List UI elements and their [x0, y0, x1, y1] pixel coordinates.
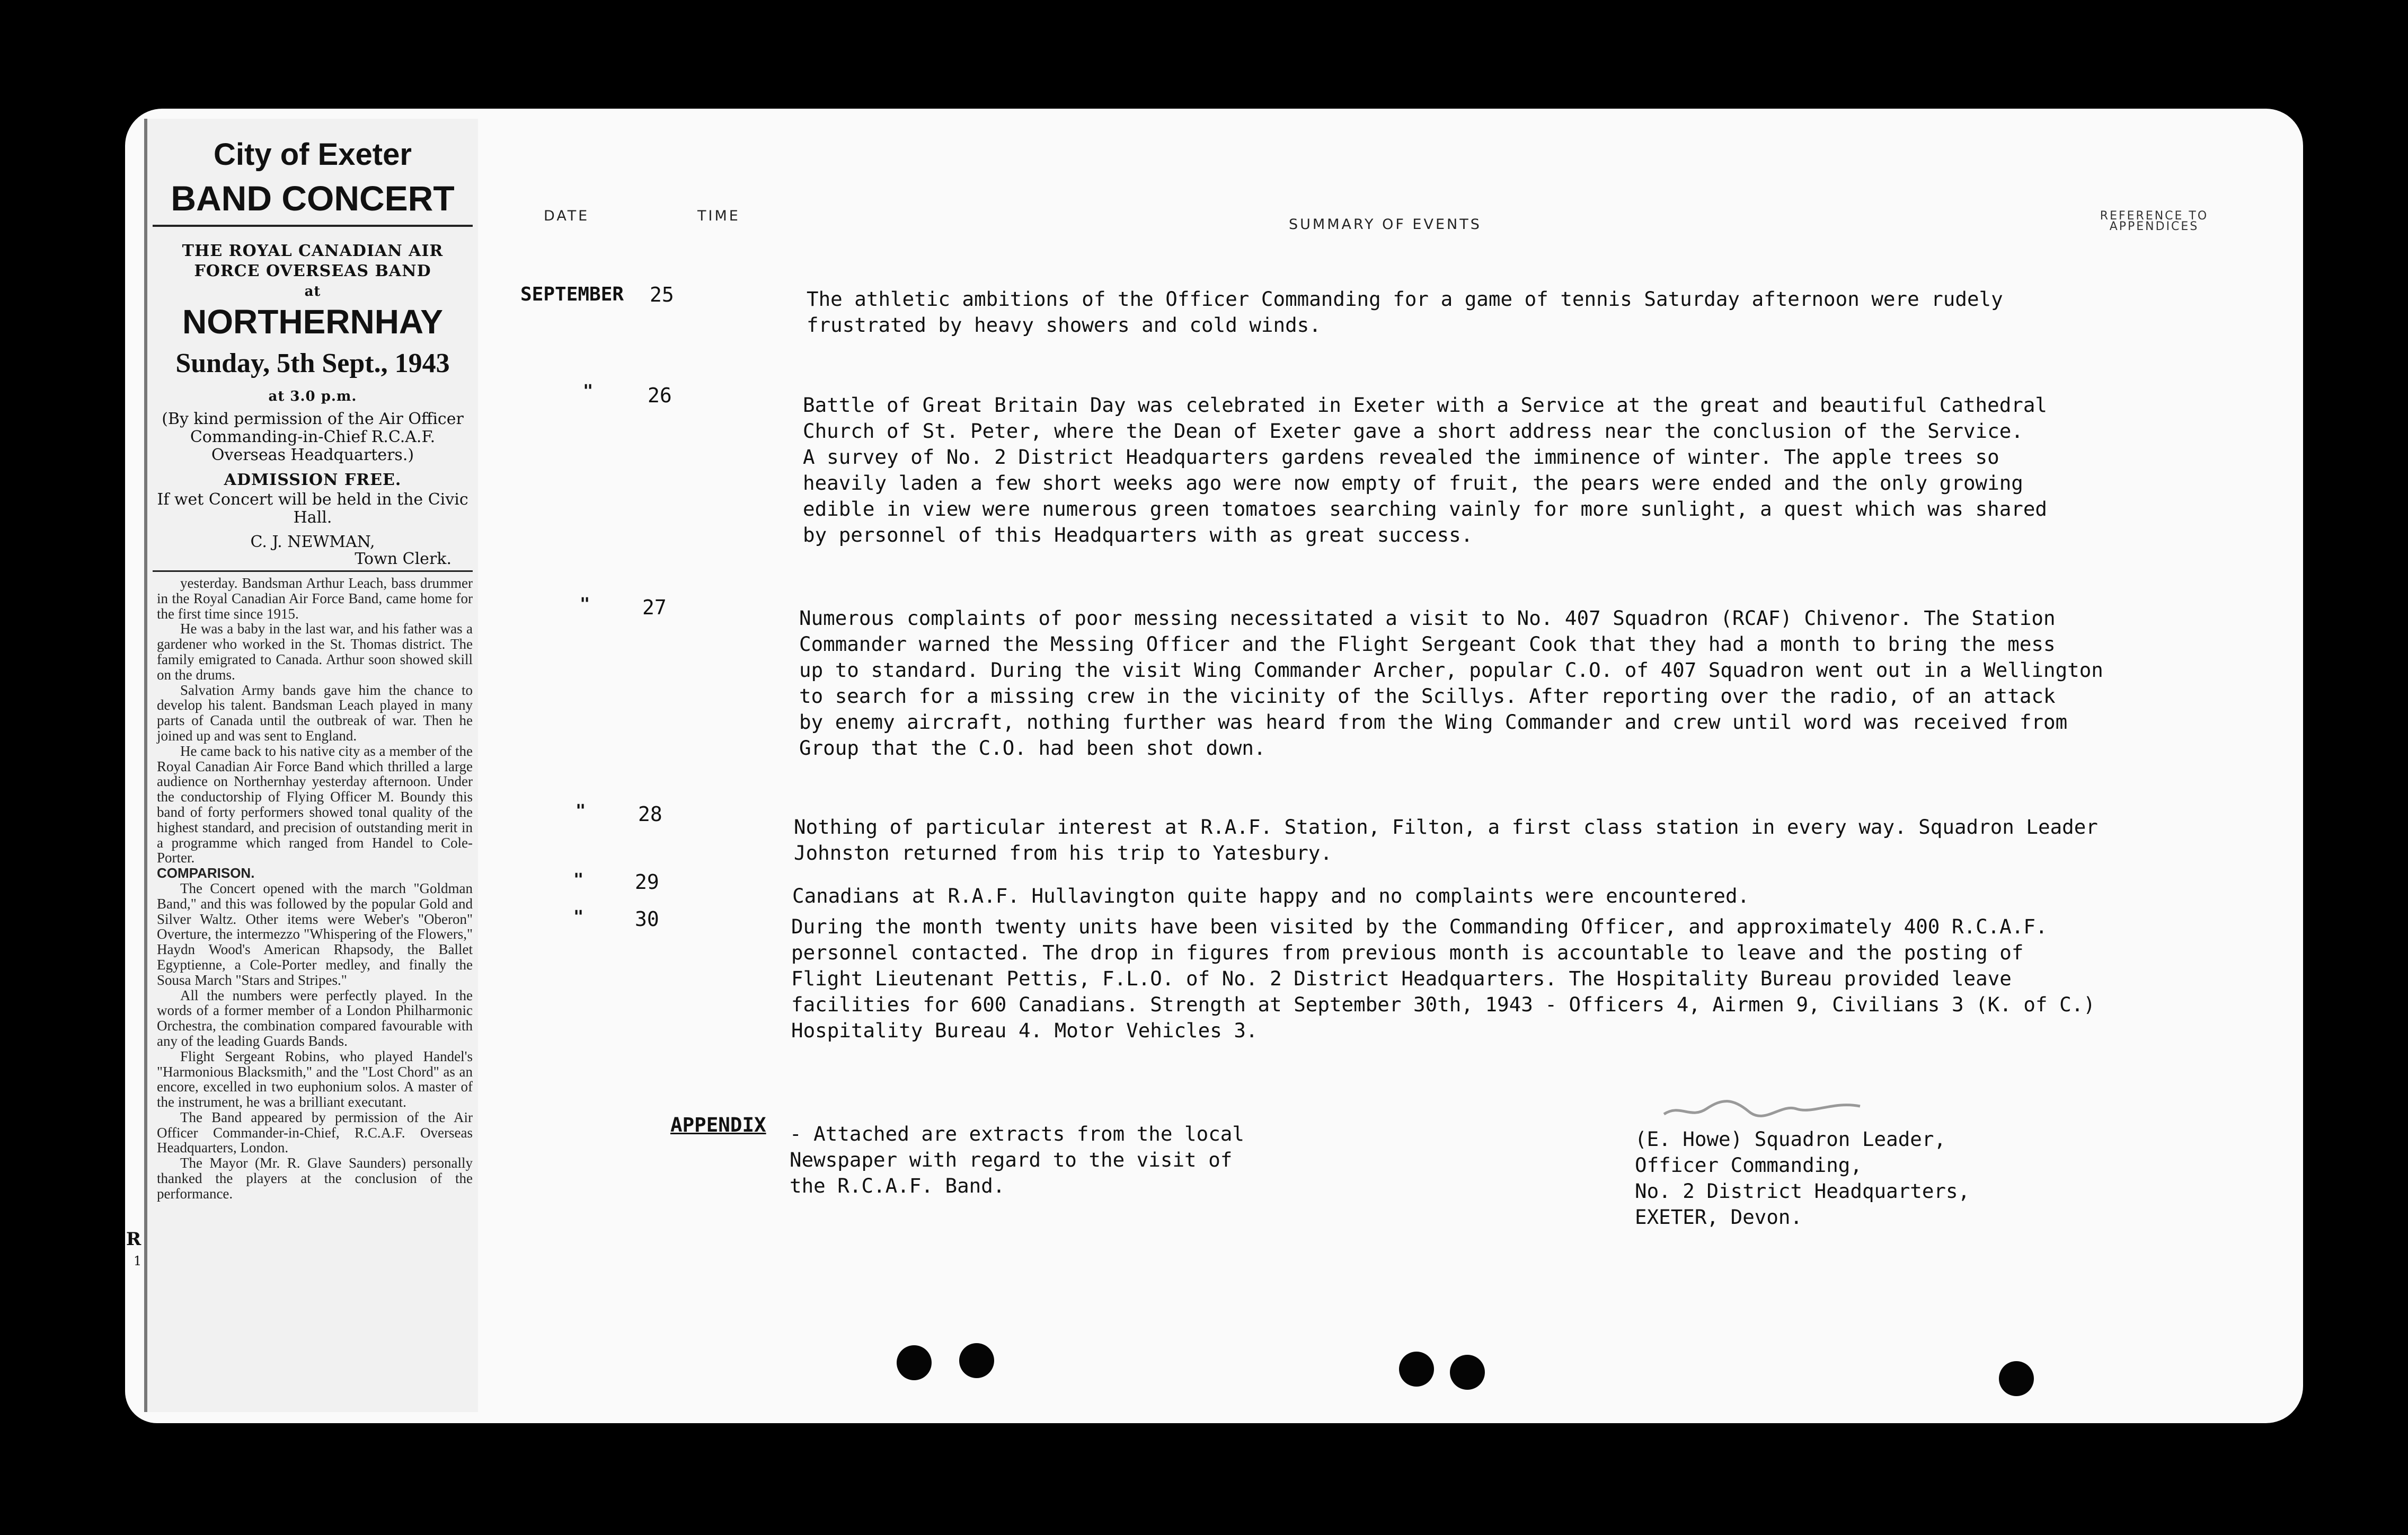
clipping-admission: ADMISSION FREE. — [224, 471, 402, 489]
clipping-band-line2: FORCE OVERSEAS BAND — [194, 262, 431, 280]
clipping-date: Sunday, 5th Sept., 1943 — [175, 348, 450, 378]
punch-hole — [1999, 1361, 2034, 1396]
ditto-mark: " — [580, 594, 590, 614]
clipping-venue: NORTHERNHAY — [182, 303, 443, 341]
clipping-article — [157, 576, 473, 1202]
header-time: TIME — [697, 208, 740, 224]
article-paragraph: He came back to his native city as a member of the Royal Canadian Air Force Band which thrilled a large audience on Northernhay yesterday afternoon. Under the conductorship of Flying Officer M. Boundy this band of forty performers showed tonal quality of the highest standard, and precision of outstanding merit in a programme which ranged from Handel to Cole-Porter. — [157, 743, 473, 866]
clipping-divider — [153, 225, 473, 227]
clipping-title-city: City of Exeter — [214, 137, 412, 172]
entry-28: Nothing of particular interest at R.A.F. Station, Filton, a first class station in every way. Squadron Leader Johnston returned from his trip to Yatesbury. — [794, 815, 2098, 864]
clipping-permission: (By kind permission of the Air Officer Commanding-in-Chief R.C.A.F. Overseas Headquarters.) — [162, 410, 464, 464]
clipping-divider-2 — [153, 570, 473, 572]
day-30: 30 — [635, 907, 659, 931]
article-paragraph: Salvation Army bands gave him the chance to develop his talent. Bandsman Leach played in many parts of Canada until the outbreak of war. Then he joined up and was sent to England. — [157, 682, 473, 744]
day-27: 27 — [642, 596, 667, 619]
ditto-mark: " — [576, 800, 586, 821]
newspaper-clipping — [144, 119, 478, 1412]
day-25: 25 — [650, 283, 674, 306]
appendix-label: APPENDIX — [670, 1113, 766, 1136]
article-paragraph: All the numbers were perfectly played. In the words of a former member of a London Philharmonic Orchestra, the combination compared favourable with any of the leading Guards Bands. — [157, 987, 473, 1049]
article-paragraph: The Band appeared by permission of the Air Officer Commander-in-Chief, R.C.A.F. Overseas Headquarters, London. — [157, 1109, 473, 1156]
article-subheading: COMPARISON. — [157, 865, 255, 881]
day-28: 28 — [638, 802, 662, 826]
article-paragraph: Flight Sergeant Robins, who played Handel's "Harmonious Blacksmith," and the "Lost Chord" as an encore, excelled in two euphonium solos. A master of the instrument, he was a brilliant executant. — [157, 1048, 473, 1110]
ditto-mark: " — [573, 869, 584, 889]
punch-hole — [959, 1343, 994, 1378]
entry-27: Numerous complaints of poor messing necessitated a visit to No. 407 Squadron (RCAF) Chivenor. The Station Commander warned the Messing Officer and the Flight Sergeant Cook that they had a month to bring the mess up to standard. During the visit Wing Commander Archer, popular C.O. of 407 Squadron went out in a Wellington to search for a missing crew in the vicinity of the Scillys. After reporting over the radio, of an attack by enemy aircraft, nothing further was heard from the Wing Commander and crew until word was received from Group that the C.O. had been shot down. — [799, 606, 2103, 760]
entry-30: During the month twenty units have been visited by the Commanding Officer, and approximately 400 R.C.A.F. personnel contacted. The drop in figures from previous month is accountable to leave and the posting of Flight Lieutenant Pettis, F.L.O. of No. 2 District Headquarters. The Hospitality Bureau provided leave facilities for 600 Canadians. Strength at September 30th, 1943 - Officers 4, Airmen 9, Civilians 3 (K. of C.) Hospitality Bureau 4. Motor Vehicles 3. — [791, 915, 2095, 1042]
clipping-signatory-title: Town Clerk. — [355, 550, 452, 568]
article-paragraph: The Concert opened with the march "Goldman Band," and this was followed by the popular Gold and Silver Waltz. Other items were Weber's "Oberon" Overture, the intermezzo "Whispering of the Flowers," Haydn Wood's American Rhapsody, the Ballet Egyptienne, a Cole-Porter medley, and finally the Sousa March "Stars and Stripes." — [157, 880, 473, 988]
day-29: 29 — [635, 870, 659, 894]
clipping-at: at — [304, 284, 321, 299]
month-label: SEPTEMBER — [520, 284, 624, 305]
entry-25: The athletic ambitions of the Officer Commanding for a game of tennis Saturday afternoon were rudely frustrated by heavy showers and cold winds. — [807, 287, 2003, 337]
clipping-title-concert: BAND CONCERT — [171, 179, 455, 218]
header-summary: SUMMARY OF EVENTS — [1289, 216, 1482, 233]
punch-hole — [1450, 1355, 1485, 1390]
entry-26: Battle of Great Britain Day was celebrated in Exeter with a Service at the great and beautiful Cathedral Church of St. Peter, where the Dean of Exeter gave a short address near the conclusion of the Service. A survey of No. 2 District Headquarters gardens revealed the imminence of winter. The apple trees so heavily laden a few short weeks ago were now empty of fruit, the pears were ended and the only growing edible in view were numerous green tomatoes searching vainly for more sunlight, a quest which was shared by personnel of this Headquarters with as great success. — [803, 393, 2047, 546]
ditto-mark: " — [583, 381, 594, 401]
entry-29: Canadians at R.A.F. Hullavington quite happy and no complaints were encountered. — [792, 884, 1750, 907]
clipping-band-line1: THE ROYAL CANADIAN AIR — [182, 242, 444, 260]
margin-letter: R — [126, 1229, 141, 1250]
ditto-mark: " — [573, 906, 584, 927]
clipping-signatory-name: C. J. NEWMAN, — [250, 533, 375, 551]
handwritten-signature — [1659, 1082, 1881, 1130]
header-reference: REFERENCE TO APPENDICES — [2100, 209, 2209, 233]
article-paragraph: The Mayor (Mr. R. Glave Saunders) personally thanked the players at the conclusion of the performance. — [157, 1155, 473, 1202]
header-date: DATE — [544, 208, 590, 224]
appendix-text: - Attached are extracts from the local Newspaper with regard to the visit of the R.C.A.F. Band. — [790, 1122, 1244, 1197]
margin-mark: 1 — [134, 1254, 142, 1268]
signature-block: (E. Howe) Squadron Leader, Officer Commanding, No. 2 District Headquarters, EXETER, Devon. — [1635, 1127, 1970, 1229]
article-paragraph: yesterday. Bandsman Arthur Leach, bass drummer in the Royal Canadian Air Force Band, came home for the first time since 1915. — [157, 575, 473, 622]
clipping-time: at 3.0 p.m. — [268, 389, 357, 404]
punch-hole — [1399, 1352, 1434, 1387]
punch-hole — [897, 1345, 932, 1380]
clipping-wet-notice: If wet Concert will be held in the Civic Hall. — [157, 490, 468, 527]
article-paragraph: He was a baby in the last war, and his father was a gardener who worked in the St. Thomas district. The family emigrated to Canada. Arthur soon showed skill on the drums. — [157, 621, 473, 683]
day-26: 26 — [648, 384, 672, 407]
